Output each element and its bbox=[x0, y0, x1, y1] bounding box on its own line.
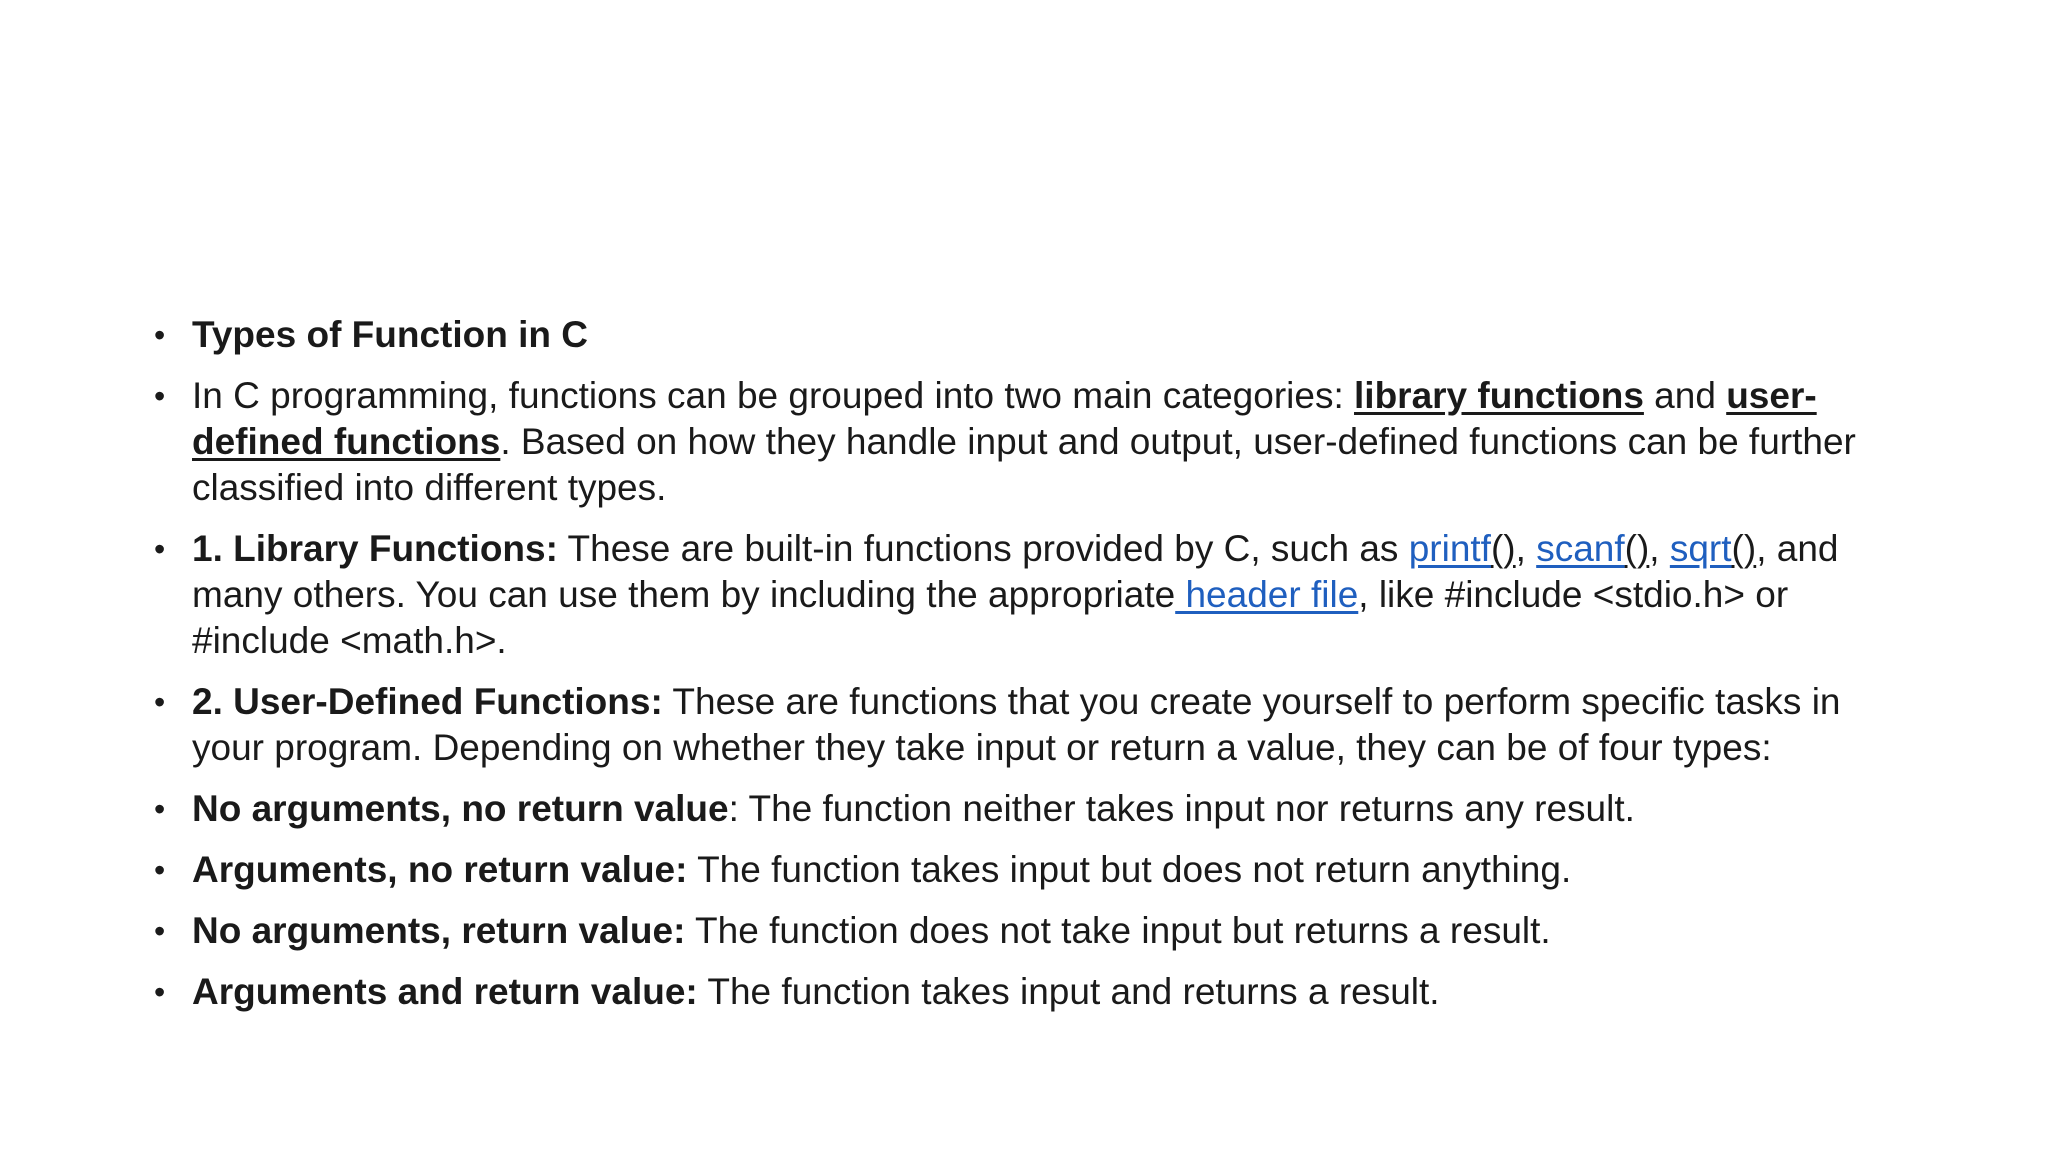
intro-text-2: and bbox=[1643, 375, 1727, 416]
library-text-1: These are built-in functions provided by C, such as bbox=[557, 528, 1409, 569]
user-defined-text: These are functions that you create yourself to perform specific tasks in your program. Depending on whether they take input or return a value, they can be of four types: bbox=[192, 681, 1841, 768]
bullet-glyph: • bbox=[154, 684, 166, 720]
bullet-types-heading bbox=[152, 312, 1912, 358]
printf-parens: () bbox=[1490, 528, 1516, 569]
type-description: : The function neither takes input nor returns any result. bbox=[728, 788, 1635, 829]
bullet-no-args-no-return bbox=[152, 786, 1912, 832]
bullet-glyph: • bbox=[154, 913, 166, 949]
bullet-glyph: • bbox=[154, 378, 166, 414]
sqrt-link[interactable]: sqrt bbox=[1669, 528, 1732, 569]
intro-text-3: . Based on how they handle input and output, user-defined functions can be further classified into different types. bbox=[192, 421, 1856, 508]
bullet-glyph: • bbox=[154, 317, 166, 353]
type-label: No arguments, no return value bbox=[192, 788, 729, 829]
library-text-2: , and many others. You can use them by including the appropriate bbox=[192, 528, 1839, 615]
type-description: The function takes input but does not return anything. bbox=[687, 849, 1572, 890]
bullet-intro bbox=[152, 373, 1912, 511]
user-defined-functions-term: user-defined functions bbox=[192, 375, 1817, 462]
bullet-no-args-return bbox=[152, 908, 1912, 954]
bullet-glyph: • bbox=[154, 974, 166, 1010]
type-description: The function does not take input but returns a result. bbox=[685, 910, 1551, 951]
type-label: No arguments, return value: bbox=[192, 910, 686, 951]
separator: , bbox=[1515, 528, 1537, 569]
scanf-parens: () bbox=[1624, 528, 1650, 569]
type-label: Arguments, no return value: bbox=[192, 849, 688, 890]
bullet-list bbox=[152, 312, 1912, 1030]
header-file-link[interactable]: header file bbox=[1175, 574, 1359, 615]
library-functions-term: library functions bbox=[1354, 375, 1644, 416]
bullet-glyph: • bbox=[154, 531, 166, 567]
scanf-link[interactable]: scanf bbox=[1536, 528, 1625, 569]
type-label: Arguments and return value: bbox=[192, 971, 698, 1012]
separator: , bbox=[1649, 528, 1670, 569]
printf-link[interactable]: printf bbox=[1408, 528, 1491, 569]
bullet-glyph: • bbox=[154, 852, 166, 888]
user-defined-label: 2. User-Defined Functions: bbox=[192, 681, 663, 722]
bullet-library-functions bbox=[152, 526, 1912, 664]
library-text-3: , like #include <stdio.h> or #include <math.h>. bbox=[192, 574, 1789, 661]
sqrt-parens: () bbox=[1731, 528, 1757, 569]
section-heading: Types of Function in C bbox=[192, 314, 589, 355]
bullet-args-no-return bbox=[152, 847, 1912, 893]
library-functions-label: 1. Library Functions: bbox=[192, 528, 558, 569]
intro-text-1: In C programming, functions can be grouped into two main categories: bbox=[192, 375, 1355, 416]
bullet-glyph: • bbox=[154, 791, 166, 827]
type-description: The function takes input and returns a result. bbox=[697, 971, 1440, 1012]
bullet-user-defined-functions bbox=[152, 679, 1912, 771]
bullet-args-and-return bbox=[152, 969, 1912, 1015]
